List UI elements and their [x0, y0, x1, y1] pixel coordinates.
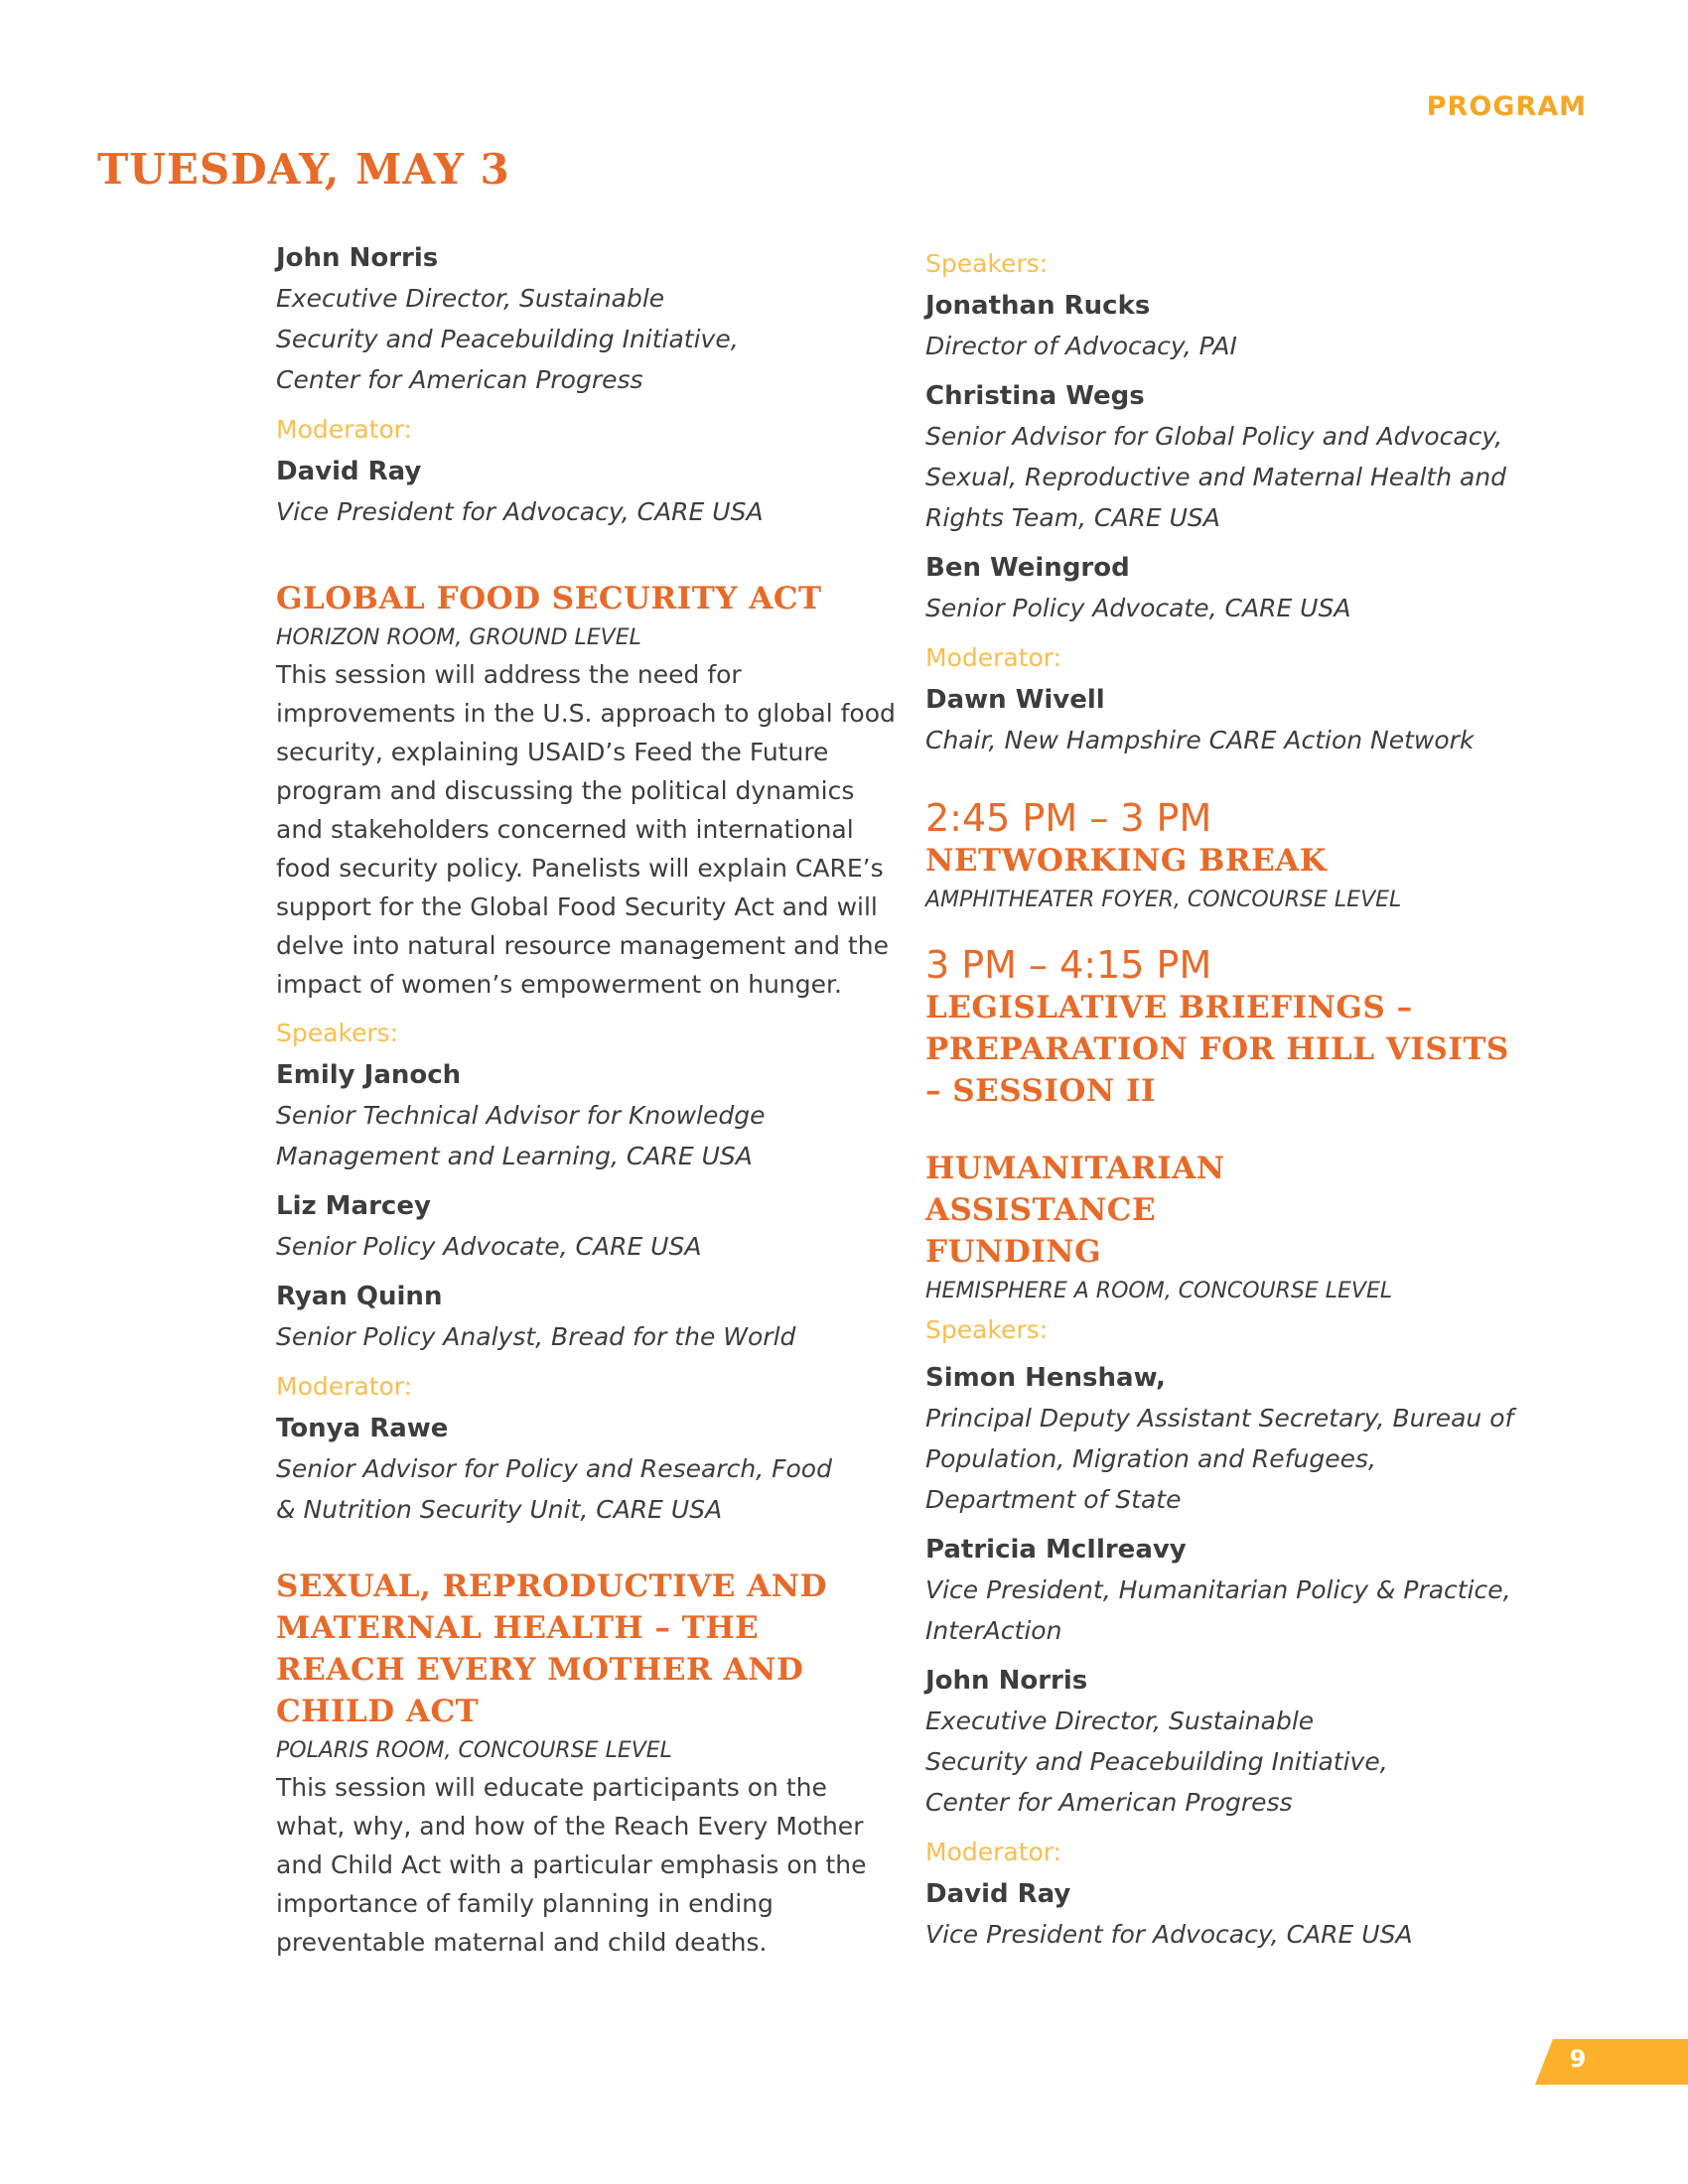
speaker-entry	[925, 1661, 1541, 1823]
right-column	[925, 244, 1541, 1965]
speaker-name: Simon Henshaw,	[925, 1363, 1166, 1393]
speaker-entry	[925, 286, 1541, 366]
speaker-entry	[276, 1186, 912, 1267]
speaker-name: Patricia McIlreavy	[925, 1535, 1187, 1565]
speaker-entry	[925, 1358, 1541, 1520]
speaker-title: Senior Advisor for Global Policy and Advocacy, Sexual, Reproductive and Maternal Health and Rights Team, CARE USA	[925, 422, 1507, 532]
speaker-title: Executive Director, Sustainable Security and Peacebuilding Initiative, Center for American Progress	[925, 1706, 1388, 1817]
moderator-title: Vice President for Advocacy, CARE USA	[925, 1920, 1413, 1949]
speaker-title: Senior Technical Advisor for Knowledge Management and Learning, CARE USA	[276, 1101, 766, 1170]
moderator-name: Tonya Rawe	[276, 1414, 449, 1443]
speaker-name: Christina Wegs	[925, 381, 1145, 411]
session-time: 2:45 PM – 3 PM	[925, 796, 1212, 840]
speaker-entry	[276, 1055, 912, 1176]
page-title: TUESDAY, MAY 3	[97, 145, 510, 194]
session-time: 3 PM – 4:15 PM	[925, 943, 1212, 987]
moderator-title: Vice President for Advocacy, CARE USA	[276, 497, 764, 526]
speaker-entry	[276, 238, 912, 400]
speaker-name: Ryan Quinn	[276, 1282, 443, 1311]
moderator-label: Moderator:	[925, 1838, 1062, 1866]
speaker-name: Liz Marcey	[276, 1191, 431, 1221]
speaker-title: Senior Policy Advocate, CARE USA	[925, 594, 1351, 622]
session-description: This session will address the need for improvements in the U.S. approach to global food security, explaining USAID’s Feed the Future program and discussing the political dynamics and stakeholders concerned with international food security policy. Panelists will explain CARE’s support for the Global Food Security Act and will delve into natural resource management and the impact of women’s empowerment on hunger.	[276, 660, 896, 999]
speaker-title: Senior Policy Advocate, CARE USA	[276, 1232, 702, 1261]
speaker-name: John Norris	[276, 243, 439, 273]
session-title-legislative-briefings: LEGISLATIVE BRIEFINGS – PREPARATION FOR HILL VISITS – SESSION II	[925, 990, 1509, 1109]
speaker-entry	[925, 1530, 1541, 1651]
moderator-entry	[276, 452, 912, 532]
session-location: HORIZON ROOM, GROUND LEVEL	[276, 625, 641, 650]
session-location: POLARIS ROOM, CONCOURSE LEVEL	[276, 1738, 672, 1763]
page-number-tab	[1535, 2039, 1688, 2085]
speaker-title: Director of Advocacy, PAI	[925, 332, 1237, 360]
running-head: PROGRAM	[1426, 91, 1587, 122]
left-column	[276, 238, 912, 1962]
page-number: 9	[1569, 2045, 1587, 2073]
speaker-entry	[925, 376, 1541, 538]
moderator-label: Moderator:	[925, 643, 1062, 672]
session-location: HEMISPHERE A ROOM, CONCOURSE LEVEL	[925, 1279, 1393, 1303]
moderator-entry	[925, 680, 1541, 760]
speaker-entry	[276, 1277, 912, 1357]
session-location: AMPHITHEATER FOYER, CONCOURSE LEVEL	[925, 887, 1402, 912]
speaker-title: Vice President, Humanitarian Policy & Practice, InterAction	[925, 1575, 1511, 1645]
moderator-label: Moderator:	[276, 415, 413, 444]
moderator-title: Senior Advisor for Policy and Research, Food & Nutrition Security Unit, CARE USA	[276, 1454, 832, 1524]
moderator-entry	[925, 1874, 1541, 1955]
speaker-title: Senior Policy Analyst, Bread for the World	[276, 1322, 796, 1351]
session-title-networking-break: NETWORKING BREAK	[925, 843, 1328, 879]
session-title-humanitarian: HUMANITARIAN ASSISTANCE FUNDING	[925, 1151, 1225, 1270]
moderator-name: David Ray	[276, 457, 422, 486]
speaker-title: Principal Deputy Assistant Secretary, Bureau of Population, Migration and Refugees, Department of State	[925, 1404, 1514, 1514]
speaker-name: Jonathan Rucks	[925, 291, 1151, 321]
moderator-label: Moderator:	[276, 1372, 413, 1401]
session-description: This session will educate participants on the what, why, and how of the Reach Every Mother and Child Act with a particular emphasis on the importance of family planning in ending preventable maternal and child deaths.	[276, 1773, 867, 1957]
session-title-maternal-health: SEXUAL, REPRODUCTIVE AND MATERNAL HEALTH – THE REACH EVERY MOTHER AND CHILD ACT	[276, 1569, 827, 1729]
moderator-name: Dawn Wivell	[925, 685, 1105, 715]
speakers-label: Speakers:	[276, 1019, 399, 1047]
moderator-name: David Ray	[925, 1879, 1071, 1909]
speaker-title: Executive Director, Sustainable Security and Peacebuilding Initiative, Center for American Progress	[276, 284, 739, 394]
speaker-entry	[925, 548, 1541, 628]
moderator-entry	[276, 1409, 912, 1530]
session-title-food-security: GLOBAL FOOD SECURITY ACT	[276, 581, 822, 616]
speaker-name: Emily Janoch	[276, 1060, 462, 1090]
speaker-name: Ben Weingrod	[925, 553, 1130, 583]
speakers-label: Speakers:	[925, 1315, 1049, 1344]
speaker-name: John Norris	[925, 1666, 1088, 1696]
speakers-label: Speakers:	[925, 249, 1049, 278]
moderator-title: Chair, New Hampshire CARE Action Network	[925, 726, 1475, 754]
